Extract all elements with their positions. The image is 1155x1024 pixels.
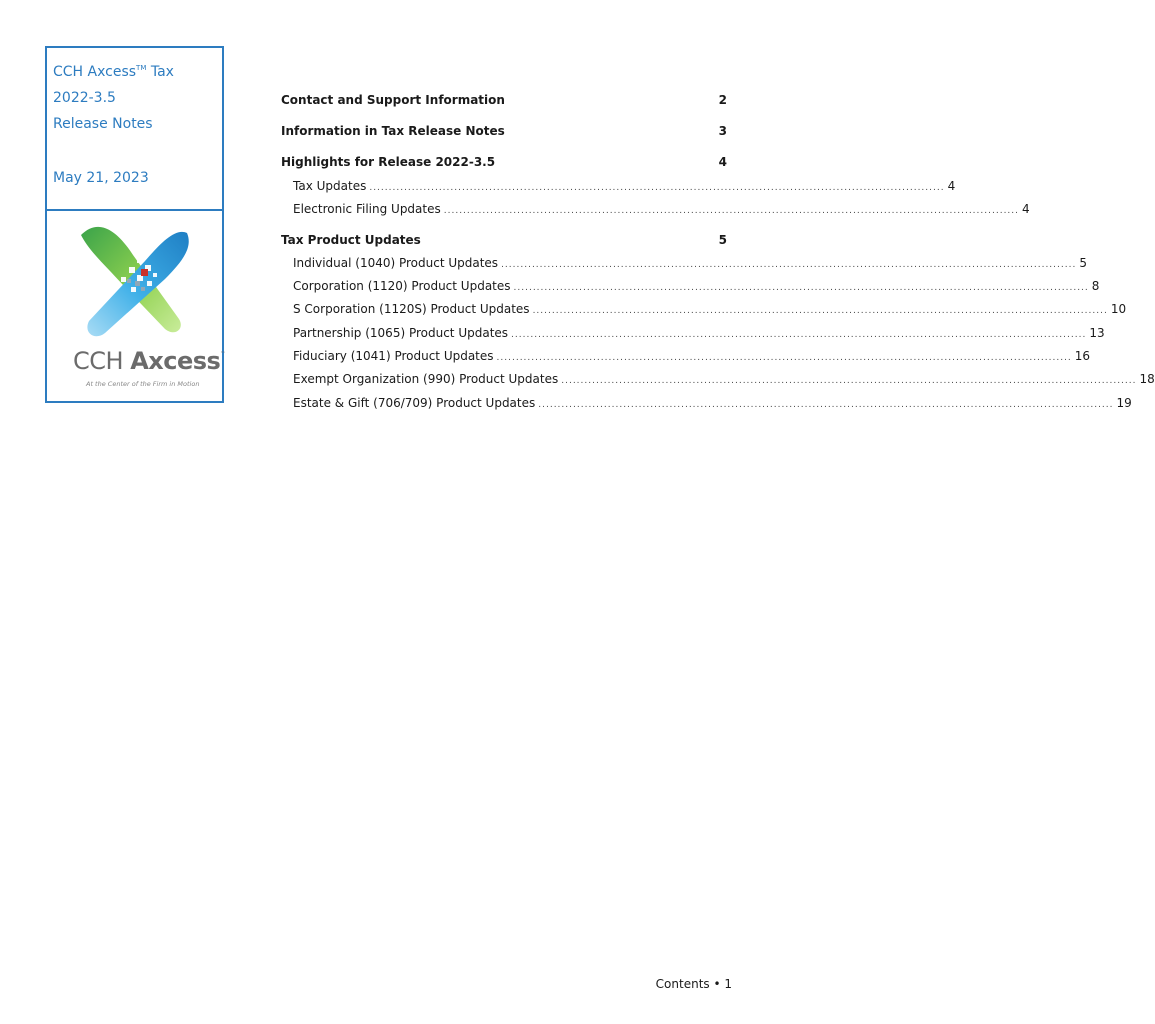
toc-leader-dots: ..................................................................................................................................................... xyxy=(369,183,945,193)
document-type: Release Notes xyxy=(53,116,153,132)
logo-trademark: ™ xyxy=(220,351,225,357)
toc-entry-exempt-organization-990[interactable]: Exempt Organization (990) Product Updates ..................................................................................................................................................... 18 xyxy=(293,372,1155,386)
toc-leader-dots: ..................................................................................................................................................... xyxy=(513,283,1089,293)
product-title xyxy=(53,64,174,80)
cch-axcess-logo xyxy=(47,211,225,401)
product-suffix: Tax xyxy=(150,64,174,80)
cover-box xyxy=(45,46,224,403)
logo-wordmark xyxy=(73,347,225,375)
toc-entry-individual-1040[interactable]: Individual (1040) Product Updates ..................................................................................................................................................... 5 xyxy=(293,256,1087,270)
logo-word-cch: CCH xyxy=(73,347,131,375)
version-number: 2022-3.5 xyxy=(53,90,116,106)
logo-x-mark-icon xyxy=(75,221,195,339)
page-footer: Contents • 1 xyxy=(655,977,732,991)
toc-entry-tax-updates[interactable]: Tax Updates ..................................................................................................................................................... 4 xyxy=(293,179,956,193)
toc-leader-dots: ..................................................................................................................................................... xyxy=(532,306,1108,316)
toc-leader-dots: ..................................................................................................................................................... xyxy=(511,330,1087,340)
toc-entry-estate-gift-706-709[interactable]: Estate & Gift (706/709) Product Updates ..................................................................................................................................................... 19 xyxy=(293,396,1132,410)
toc-entry-s-corporation-1120s[interactable]: S Corporation (1120S) Product Updates ..................................................................................................................................................... 10 xyxy=(293,302,1127,316)
logo-tagline: At the Center of the Firm in Motion xyxy=(86,380,200,388)
toc-entry-corporation-1120[interactable]: Corporation (1120) Product Updates ..................................................................................................................................................... 8 xyxy=(293,279,1100,293)
logo-word-axcess: Axcess xyxy=(130,347,221,375)
toc-leader-dots: ..................................................................................................................................................... xyxy=(443,206,1020,216)
release-date: May 21, 2023 xyxy=(53,170,149,186)
logo-red-pixel xyxy=(141,269,148,276)
toc-entry-information-release-notes[interactable]: Information in Tax Release Notes 3 xyxy=(281,124,727,138)
toc-entry-partnership-1065[interactable]: Partnership (1065) Product Updates ..................................................................................................................................................... 13 xyxy=(293,326,1105,340)
trademark-mark: TM xyxy=(136,64,147,72)
toc-entry-fiduciary-1041[interactable]: Fiduciary (1041) Product Updates ..................................................................................................................................................... 16 xyxy=(293,349,1091,363)
toc-entry-highlights[interactable]: Highlights for Release 2022-3.5 4 xyxy=(281,155,727,169)
product-name: CCH Axcess xyxy=(53,64,137,80)
cover-title-panel xyxy=(47,48,222,211)
toc-entry-electronic-filing[interactable]: Electronic Filing Updates ..................................................................................................................................................... 4 xyxy=(293,202,1030,216)
toc-entry-tax-product-updates[interactable]: Tax Product Updates 5 xyxy=(281,233,727,247)
toc-entry-contact-support[interactable]: Contact and Support Information 2 xyxy=(281,93,727,107)
toc-leader-dots: ..................................................................................................................................................... xyxy=(561,376,1137,386)
toc-leader-dots: ..................................................................................................................................................... xyxy=(496,353,1072,363)
toc-leader-dots: ..................................................................................................................................................... xyxy=(538,400,1114,410)
toc-leader-dots: ..................................................................................................................................................... xyxy=(501,260,1077,270)
